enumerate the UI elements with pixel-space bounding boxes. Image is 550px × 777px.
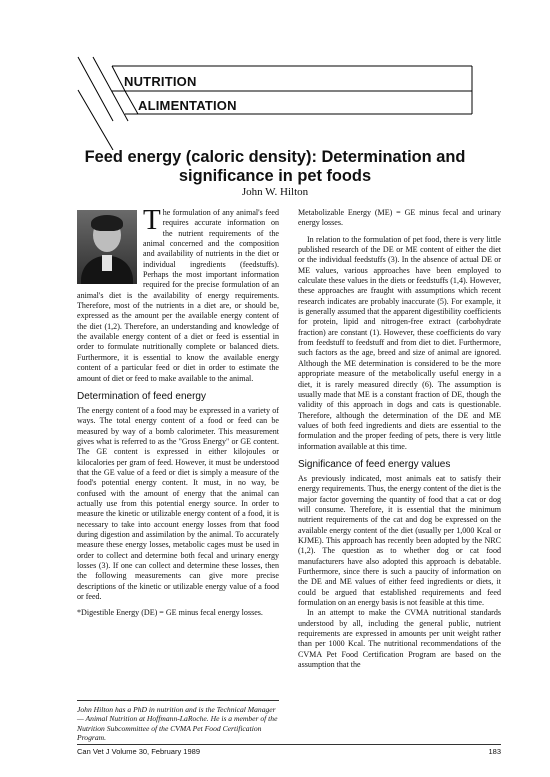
section-banner-graphic bbox=[0, 0, 550, 150]
page-number: 183 bbox=[488, 747, 501, 756]
section-label-nutrition: NUTRITION bbox=[124, 74, 197, 89]
author-biography-note: John Hilton has a PhD in nutrition and is the Technical Manager — Animal Nutrition at Hoffmann-LaRoche. He is a member of the Nutrition Subcommittee of the CVMA Pet Food Certification Program. bbox=[77, 700, 279, 743]
author-photo bbox=[77, 210, 137, 284]
significance-paragraph: As previously indicated, most animals eat to satisfy their energy requirements. Thus, the energy content of the diet is the major factor governing the quantity of food that a cat or dog will consume. Therefore, it is essential that the minimum nutrient requirements of the cat and dog be expressed on the available energy content of the diet (usually per 1,000 Kcal or KJME). This approach has recently been adopted by the NRC (1,2). The question as to whether dog or cat food manufacturers have also adopted this approach is debatable. Furthermore, since there is such a paucity of information on the DE and ME values of either feed ingredients or diets, it could be argued that established requirements and feed formulation on an energy basis is not feasible at this time. bbox=[298, 473, 501, 608]
footer-rule bbox=[77, 744, 501, 745]
pet-food-formulation-paragraph: In relation to the formulation of pet food, there is very little published research of the DE or ME content of either the diet or the individual feedstuffs (3). In the absence of actual DE or ME values, various approaches have been employed to calculate these values in the diets or feedstuffs (1,4). However, these approaches are fraught with assumptions which recent research indicates are probably inaccurate (5). For example, it is generally assumed that the apparent digestibility coefficients for protein, lipid and nitrogen-free extract (carbohydrate fraction) are constant (1). However, these coefficients do vary from feedstuff to feedstuff and from diet to diet. Furthermore, such factors as the age, breed and size of animal are ignored. Although the ME determination is considered to be the more appropriate measure of the metabolically useful energy in a diet, it is rarely measured directly (6). The assumption is usually made that ME is a constant fraction of DE, though the validity of this approach in dogs and cats is questionable. Therefore, although the determination of the DE and ME values of both feed ingredients and diets are essential to the formulation and the proper feeding of pets, there is very little information available at this time. bbox=[298, 234, 501, 451]
article-title-line2: significance in pet foods bbox=[178, 167, 372, 185]
digestible-energy-definition: *Digestible Energy (DE) = GE minus fecal energy losses. bbox=[77, 608, 263, 618]
journal-citation: Can Vet J Volume 30, February 1989 bbox=[77, 747, 200, 756]
intro-text: he formulation of any animal's feed requires accurate information on the nutrient requirements of the animal concerned and the composition and availability of nutrients in the diet or individual ingredients (feedstuffs). Perhaps the most important information required for the precise formulation of an animal's diet is the availability of energy requirements. Therefore, most of the nutrients in a diet are, or should be, expressed as the amount per the available energy content of the diet (1,2). Therefore, an understanding and knowledge of the available energy content of a diet or feed is essential in order to formulate nutritionally complete or balanced diets. Furthermore, it is essential to know the available energy content of a particular feed or diet in order to estimate the amount of diet or feed to make available to the animal. bbox=[77, 208, 279, 383]
drop-cap: T bbox=[143, 204, 161, 236]
left-column bbox=[77, 204, 279, 619]
determination-paragraph: The energy content of a food may be expressed in a variety of ways. The total energy content of a food or feed can be measured by way of a bomb calorimeter. This measurement gives what is referred to as the "Gross Energy" or GE content. The GE content is expressed in either kilojoules or kilocalories per gram of feed. However, it must be understood that the GE value of a feed or diet is simply a measure of the food's potential energy content. It must, in no way, be confused with the amount of energy that the animal can actually use from this potential energy source. In order to measure the kinetic or utilizable energy content of a food, it is necessary to take into account energy losses from that food during digestion and assimilation by the animal. To accurately measure these energy losses, metabolic cages must be used in order to collect and determine both fecal and urinary energy losses (3). If one can collect and determine these losses, then the following measurements can give more precise descriptions of the kinetic or utilizable energy value of a food or feed. bbox=[77, 405, 279, 602]
cvma-standards-paragraph: In an attempt to make the CVMA nutritional standards understood by all, including the general public, nutrient requirements are expressed in amounts per unit weight rather than per 1000 Kcal. The nutritional recommendations of the CVMA Pet Food Certification Program are based on the assumption that the bbox=[298, 608, 501, 670]
section-heading-significance: Significance of feed energy values bbox=[298, 458, 451, 470]
article-author: John W. Hilton bbox=[241, 186, 309, 198]
right-column bbox=[298, 208, 501, 670]
banner-slash-left bbox=[78, 57, 113, 121]
banner-slash-mid bbox=[93, 57, 128, 121]
banner-slash-lower bbox=[78, 90, 113, 150]
article-title-line1: Feed energy (caloric density): Determination and bbox=[84, 148, 466, 166]
section-label-alimentation: ALIMENTATION bbox=[138, 98, 237, 113]
article-title bbox=[30, 148, 520, 186]
section-heading-determination: Determination of feed energy bbox=[77, 390, 206, 402]
metabolizable-energy-definition: Metabolizable Energy (ME) = GE minus fecal and urinary energy losses. bbox=[298, 208, 501, 228]
